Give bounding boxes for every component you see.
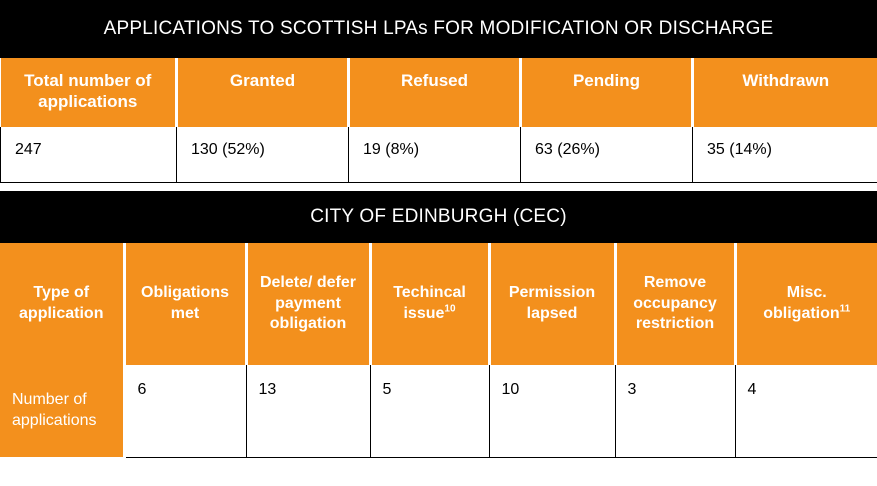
cec-value-misc-obligation: 4 — [735, 365, 877, 457]
summary-header-pending: Pending — [521, 58, 693, 127]
summary-value-granted: 130 (52%) — [177, 127, 349, 183]
cec-header-type: Type of application — [0, 243, 124, 365]
table-row — [0, 365, 877, 457]
footnote-marker-11: 11 — [839, 303, 851, 315]
summary-value-refused: 19 (8%) — [349, 127, 521, 183]
summary-header-refused: Refused — [349, 58, 521, 127]
cec-header-technical-issue-label: Techincal issue — [393, 284, 466, 322]
cec-value-remove-occupancy-restriction: 3 — [615, 365, 735, 457]
cec-value-technical-issue: 5 — [370, 365, 489, 457]
cec-header-obligations-met: Obligations met — [124, 243, 246, 365]
cec-header-delete-defer-payment: Delete/ defer payment obligation — [246, 243, 370, 365]
cec-value-obligations-met: 6 — [124, 365, 246, 457]
cec-header-misc-obligation-label: Misc. obligation — [763, 284, 840, 322]
cec-row-label: Number of applications — [0, 365, 124, 457]
cec-table — [0, 243, 877, 458]
summary-table-banner: APPLICATIONS TO SCOTTISH LPAs FOR MODIFICATION OR DISCHARGE — [0, 0, 877, 58]
summary-header-withdrawn: Withdrawn — [693, 58, 877, 127]
summary-value-total: 247 — [1, 127, 177, 183]
summary-value-withdrawn: 35 (14%) — [693, 127, 877, 183]
cec-value-permission-lapsed: 10 — [489, 365, 615, 457]
cec-header-misc-obligation — [735, 243, 877, 365]
summary-table — [0, 58, 877, 183]
summary-header-granted: Granted — [177, 58, 349, 127]
table-row — [1, 127, 877, 183]
table-spacer — [0, 183, 877, 191]
footnote-marker-10: 10 — [444, 303, 456, 315]
table-row-header — [1, 58, 877, 127]
cec-table-banner: CITY OF EDINBURGH (CEC) — [0, 191, 877, 243]
cec-header-permission-lapsed: Permission lapsed — [489, 243, 615, 365]
summary-value-pending: 63 (26%) — [521, 127, 693, 183]
table-row-header — [0, 243, 877, 365]
cec-header-technical-issue — [370, 243, 489, 365]
cec-value-delete-defer-payment: 13 — [246, 365, 370, 457]
cec-header-remove-occupancy-restriction: Remove occupancy restriction — [615, 243, 735, 365]
summary-header-total: Total number of applications — [1, 58, 177, 127]
